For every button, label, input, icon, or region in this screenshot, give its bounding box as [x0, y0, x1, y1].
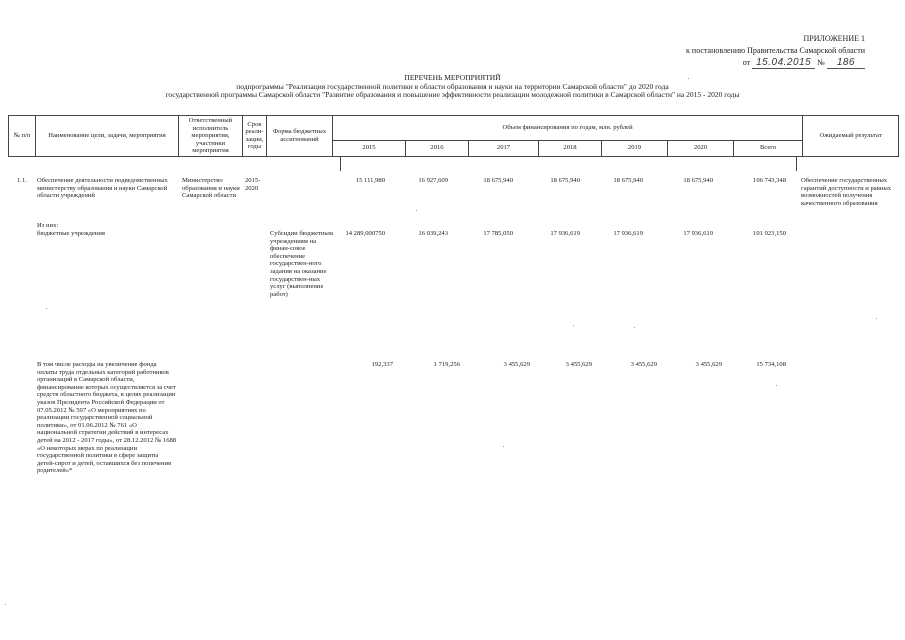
- header-total: Всего: [734, 140, 803, 156]
- row2-value-total: 101 923,150: [753, 230, 786, 237]
- resolution-number: 186: [827, 57, 865, 69]
- row3-value-2015: 192,337: [371, 361, 393, 368]
- row2-value-2020: 17 936,619: [683, 230, 713, 237]
- title-line-1: ПЕРЕЧЕНЬ МЕРОПРИЯТИЙ: [404, 73, 501, 82]
- appendix-resolution: к постановлению Правительства Самарской области: [686, 46, 865, 55]
- header-year-2016: 2016: [406, 140, 469, 156]
- header-year-2020: 2020: [668, 140, 734, 156]
- scan-speck: [573, 325, 574, 326]
- row3-value-2020: 3 455,629: [695, 361, 722, 368]
- header-funding: Объем финансирования по годам, млн. рублей: [333, 116, 803, 141]
- row1-name: Обеспечение деятельности подведомственных министерству образования и науки Самарской области учреждений: [37, 177, 168, 200]
- row1-executor: Министерство образования и науки Самарской области: [182, 177, 240, 200]
- title-line-3: государственной программы Самарской области "Развитие образования и повышение эффективности реализации молодежной политики в Самарской области" на 2015 - 2020 годы: [165, 90, 740, 99]
- row1-value-2015: 15 111,980: [355, 177, 385, 184]
- row3-value-2017: 3 455,629: [503, 361, 530, 368]
- row1-num: 1.1.: [17, 177, 27, 184]
- scan-speck: [46, 308, 47, 309]
- row3-value-2016: 1 719,256: [433, 361, 460, 368]
- row1-term: 2015-2020: [245, 177, 261, 192]
- row1-value-2017: 18 675,940: [483, 177, 513, 184]
- header-name: Наименование цели, задачи, мероприятия: [36, 116, 179, 157]
- column-rule: [340, 157, 341, 171]
- row1-value-2020: 18 675,940: [683, 177, 713, 184]
- header-year-2018: 2018: [539, 140, 602, 156]
- row3-value-2018: 3 455,629: [565, 361, 592, 368]
- row3-value-total: 15 734,108: [756, 361, 786, 368]
- row1-value-2016: 16 927,609: [418, 177, 448, 184]
- scan-speck: [503, 446, 504, 447]
- row2-value-2016: 16 039,243: [418, 230, 448, 237]
- number-prefix: №: [817, 58, 825, 67]
- row2-form: Субсидии бюджетным учреждениям на финан-совое обеспечение государствен-ного задания на оказание государствен-ных услуг (выполнение работ): [270, 230, 334, 298]
- scan-speck: [416, 210, 417, 211]
- resolution-date: 15.04.2015: [752, 57, 815, 69]
- row1-value-2018: 18 675,940: [550, 177, 580, 184]
- document-title: [0, 74, 905, 100]
- row1-value-total: 106 743,348: [753, 177, 786, 184]
- from-prefix: от: [742, 58, 751, 67]
- row2-value-2018: 17 936,619: [550, 230, 580, 237]
- row2-value-2015: 14 289,000750: [345, 230, 385, 237]
- row3-value-2019: 3 455,629: [630, 361, 657, 368]
- row2-name: бюджетные учреждения: [37, 230, 105, 237]
- header-executor: Ответственный исполнитель мероприятия, участники мероприятия: [179, 116, 243, 157]
- scan-speck: [688, 78, 689, 79]
- appendix-block: [686, 33, 865, 69]
- title-line-2: подпрограммы "Реализация государственной политики в области образования и науки на территории Самарской области" до 2020 года: [236, 81, 669, 91]
- row2-value-2017: 17 785,050: [483, 230, 513, 237]
- header-year-2017: 2017: [469, 140, 539, 156]
- appendix-date-line: [686, 57, 865, 69]
- header-year-2015: 2015: [333, 140, 406, 156]
- scan-speck: [634, 327, 635, 328]
- header-year-2019: 2019: [602, 140, 668, 156]
- scan-speck: [5, 604, 6, 605]
- scan-speck: [776, 385, 777, 386]
- row1-value-2019: 18 675,940: [613, 177, 643, 184]
- header-form: Форма бюджетных ассигнований: [267, 116, 333, 157]
- row2-from-them: Из них:: [37, 222, 59, 229]
- appendix-title: ПРИЛОЖЕНИЕ 1: [803, 34, 865, 43]
- header-num: № п/п: [9, 116, 36, 157]
- row2-value-2019: 17 936,619: [613, 230, 643, 237]
- row1-result: Обеспечение государственных гарантий доступности и равных возможностей получения качественного образования: [801, 177, 892, 207]
- header-term: Срок реали-зации, годы: [243, 116, 267, 157]
- header-result: Ожидаемый результат: [803, 116, 899, 157]
- column-rule: [796, 157, 797, 171]
- scan-speck: [876, 318, 877, 319]
- activities-table-header: [8, 115, 899, 157]
- row3-name: В том числе расходы на увеличение фонда оплаты труда отдельных категорий работников организаций в Самарской области, финансирование которых осуществляется за счет средств областного бюджета, в целях реализации указов Президента Российской Федерации от 07.05.2012 № 597 «О мероприятиях по реализации государственной социальной политики», от 01.06.2012 № 761 «О национальной стратегии действий в интересах детей на 2012 - 2017 годы», от 28.12.2012 № 1688 «О некоторых мерах по реализации государственной политики в сфере защиты детей-сирот и детей, оставшихся без попечения родителей»*: [37, 361, 177, 475]
